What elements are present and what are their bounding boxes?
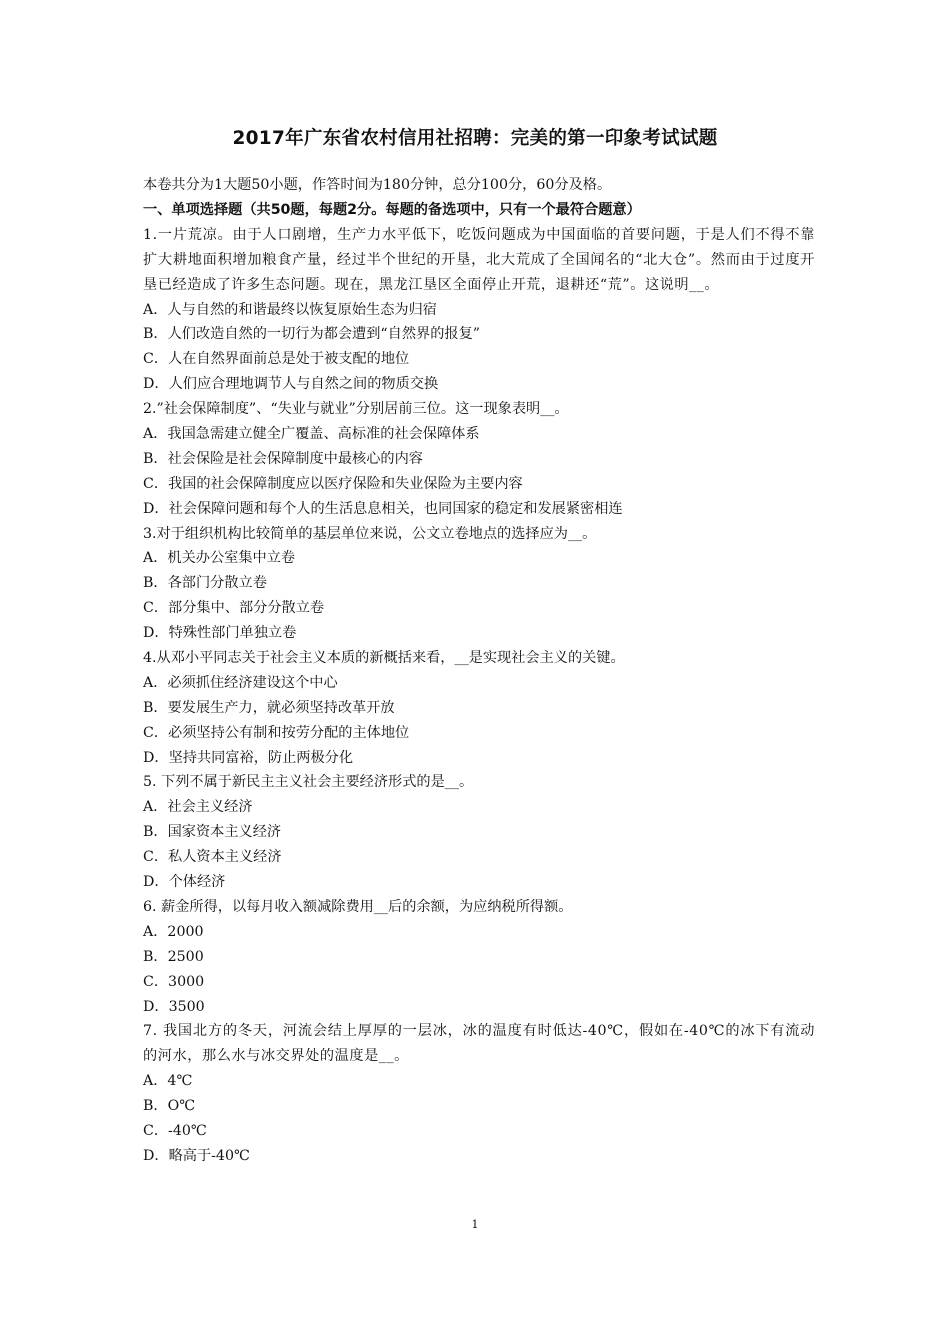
answer-option: B．要发展生产力，就必须坚持改革开放 [143, 699, 395, 716]
question-stem: 1.一片荒凉。由于人口剧增，生产力水平低下，吃饭问题成为中国面临的首要问题，于是人们不得不靠扩大耕地面积增加粮食产量，经过半个世纪的开垦，北大荒成了全国闻名的“北大仓”。然而由于过度开垦已经造成了许多生态问题。现在，黑龙江垦区全面停止开荒，退耕还“荒”。这说明__。 [143, 226, 815, 293]
question-stem: 7. 我国北方的冬天，河流会结上厚厚的一层冰，冰的温度有时低达-40℃，假如在-40℃的冰下有流动的河水，那么水与冰交界处的温度是__。 [143, 1023, 815, 1065]
question-stem: 3.对于组织机构比较简单的基层单位来说，公文立卷地点的选择应为__。 [143, 525, 597, 542]
answer-option: C．3000 [143, 973, 205, 990]
question-stem: 5. 下列不属于新民主主义社会主要经济形式的是__。 [143, 774, 474, 791]
answer-option: C．-40℃ [143, 1123, 207, 1139]
answer-option: B．2500 [143, 948, 204, 965]
answer-option: A．必须抓住经济建设这个中心 [143, 674, 338, 691]
answer-option: B．O℃ [143, 1098, 196, 1115]
answer-option: A．4℃ [143, 1073, 193, 1090]
answer-option: B．各部门分散立卷 [143, 575, 267, 592]
question-block [143, 770, 815, 894]
answer-option: C．必须坚持公有制和按劳分配的主体地位 [143, 724, 410, 741]
answer-option: D．个体经济 [143, 874, 226, 891]
answer-option: A．社会主义经济 [143, 799, 253, 816]
answer-option: D．社会保障问题和每个人的生活息息相关，也同国家的稳定和发展紧密相连 [143, 500, 623, 517]
question-stem: 2.”社会保障制度”、“失业与就业”分别居前三位。这一现象表明__。 [143, 401, 569, 418]
document-body [143, 173, 815, 1169]
section-heading: 一、单项选择题（共50题，每题2分。每题的备选项中，只有一个最符合题意） [143, 201, 641, 218]
answer-option: A．机关办公室集中立卷 [143, 550, 296, 567]
answer-option: D．3500 [143, 998, 205, 1015]
answer-option: C．部分集中、部分分散立卷 [143, 600, 325, 617]
question-stem: 6. 薪金所得，以每月收入额减除费用__后的余额，为应纳税所得额。 [143, 898, 573, 915]
question-block [143, 895, 815, 1019]
question-block [143, 1019, 815, 1168]
answer-option: B．社会保险是社会保障制度中最核心的内容 [143, 450, 423, 467]
question-block [143, 646, 815, 770]
answer-option: C．人在自然界面前总是处于被支配的地位 [143, 351, 410, 368]
answer-option: A．人与自然的和谐最终以恢复原始生态为归宿 [143, 301, 437, 318]
question-block [143, 223, 815, 397]
intro-text: 本卷共分为1大题50小题，作答时间为180分钟，总分100分，60分及格。 [143, 177, 612, 193]
question-block [143, 522, 815, 646]
answer-option: B．国家资本主义经济 [143, 824, 282, 841]
question-stem: 4.从邓小平同志关于社会主义本质的新概括来看，__是实现社会主义的关键。 [143, 650, 625, 666]
page-title: 2017年广东省农村信用社招聘：完美的第一印象考试试题 [232, 128, 718, 149]
answer-option: D．特殊性部门单独立卷 [143, 625, 297, 642]
answer-option: D．人们应合理地调节人与自然之间的物质交换 [143, 376, 439, 393]
question-block [143, 397, 815, 521]
page-number: 1 [471, 1218, 479, 1231]
answer-option: C．私人资本主义经济 [143, 849, 282, 866]
answer-option: A．我国急需建立健全广覆盖、高标准的社会保障体系 [143, 425, 480, 442]
answer-option: A．2000 [143, 923, 204, 940]
answer-option: C．我国的社会保障制度应以医疗保险和失业保险为主要内容 [143, 475, 523, 492]
answer-option: D．略高于-40℃ [143, 1147, 250, 1164]
answer-option: B．人们改造自然的一切行为都会遭到“自然界的报复” [143, 326, 481, 343]
answer-option: D．坚持共同富裕，防止两极分化 [143, 749, 354, 766]
